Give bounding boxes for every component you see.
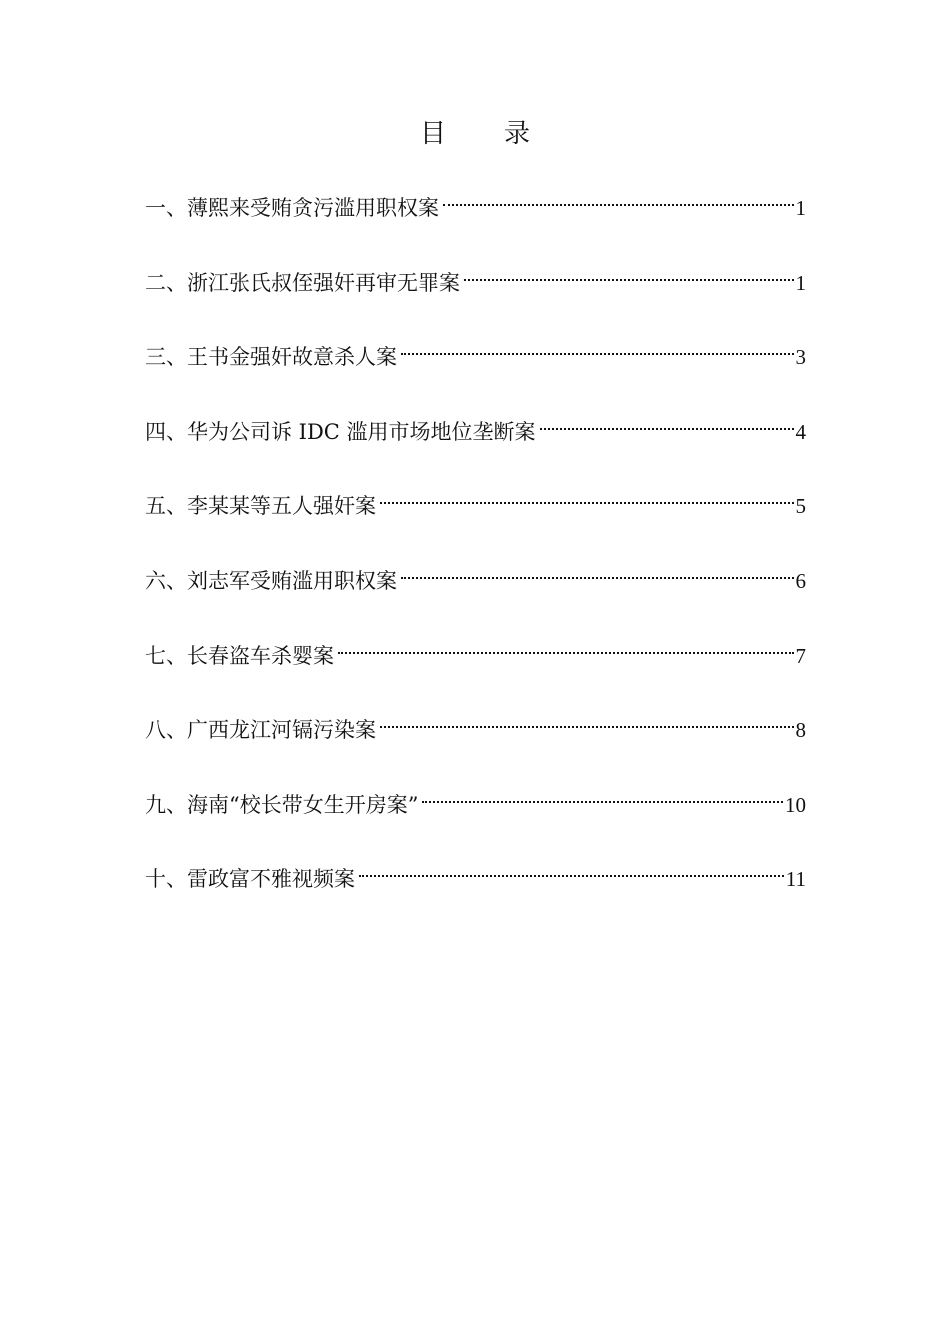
table-of-contents <box>145 181 806 927</box>
toc-page-number: 5 <box>795 494 806 519</box>
toc-entry[interactable] <box>145 256 806 331</box>
toc-entry-label: 八、广西龙江河镉污染案 <box>145 718 376 743</box>
toc-entry-label: 五、李某某等五人强奸案 <box>145 494 376 519</box>
toc-dot-leader <box>338 629 794 663</box>
toc-page-number: 1 <box>795 196 806 220</box>
toc-dot-leader <box>443 181 794 215</box>
toc-dot-leader <box>401 554 794 588</box>
toc-entry[interactable] <box>145 405 806 480</box>
toc-entry[interactable] <box>145 629 806 704</box>
toc-dot-leader <box>464 256 794 290</box>
toc-entry[interactable] <box>145 330 806 405</box>
toc-entry-label: 六、刘志军受贿滥用职权案 <box>145 568 397 593</box>
toc-dot-leader <box>401 330 794 364</box>
toc-dot-leader <box>540 405 794 439</box>
toc-entry[interactable] <box>145 479 806 554</box>
toc-dot-leader <box>359 852 784 886</box>
toc-entry-label: 七、长春盗车杀婴案 <box>145 643 334 668</box>
toc-page-number: 3 <box>795 345 806 370</box>
toc-entry[interactable] <box>145 703 806 778</box>
toc-dot-leader <box>380 703 794 737</box>
toc-page-number: 1 <box>795 270 806 295</box>
toc-dot-leader <box>380 479 794 513</box>
toc-page-number: 11 <box>785 867 806 892</box>
toc-entry-label: 二、浙江张氏叔侄强奸再审无罪案 <box>145 270 460 295</box>
page-title <box>0 116 950 152</box>
toc-page-number: 8 <box>795 718 806 743</box>
toc-page-number: 4 <box>795 419 806 444</box>
toc-entry-label: 九、海南“校长带女生开房案” <box>145 792 419 817</box>
toc-page-number: 7 <box>795 643 806 668</box>
title-char-1: 目 <box>419 119 446 149</box>
title-char-2: 录 <box>504 119 531 149</box>
toc-page-number: 10 <box>785 792 806 817</box>
toc-entry-label: 一、薄熙来受贿贪污滥用职权案 <box>145 196 439 220</box>
toc-entry-label: 四、华为公司诉 IDC 滥用市场地位垄断案 <box>145 419 536 444</box>
toc-dot-leader <box>422 778 783 812</box>
toc-entry-label: 十、雷政富不雅视频案 <box>145 867 355 892</box>
toc-entry[interactable] <box>145 181 806 256</box>
toc-entry-label: 三、王书金强奸故意杀人案 <box>145 345 397 370</box>
toc-entry[interactable] <box>145 852 806 927</box>
toc-page-number: 6 <box>795 568 806 593</box>
toc-entry[interactable] <box>145 554 806 629</box>
toc-entry[interactable] <box>145 778 806 853</box>
